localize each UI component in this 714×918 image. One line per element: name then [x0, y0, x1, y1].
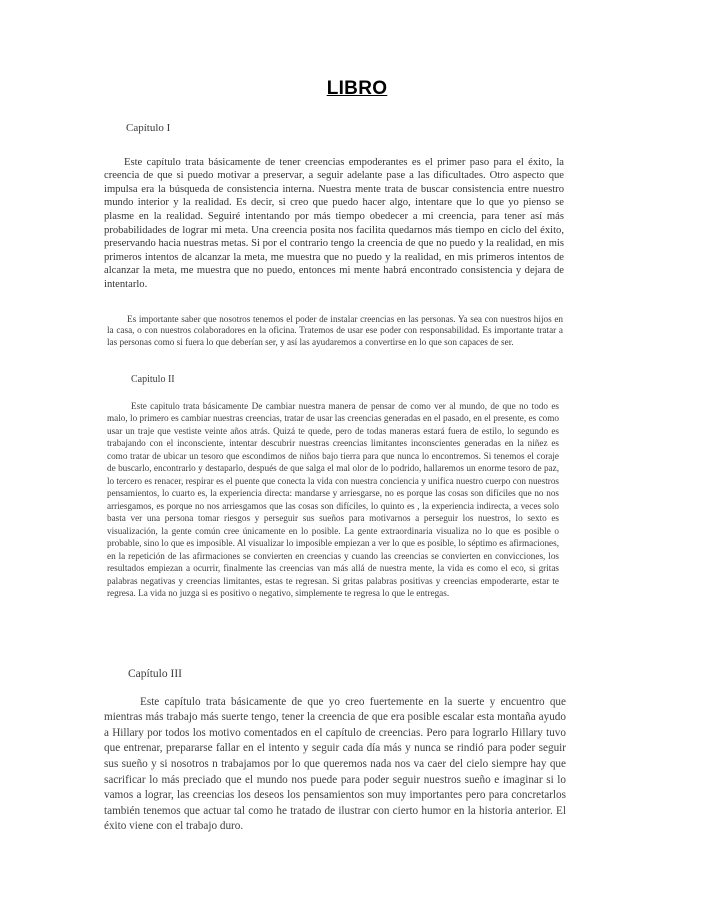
chapter-1-paragraph: Este capítulo trata básicamente de tener creencias empoderantes es el primer paso para el éxito, la creencia de que si puedo motivar a preservar, a seguir adelante pase a las dificultades. Otro aspecto que impulsa era la búsqueda de consistencia interna. Nuestra mente trata de buscar consistencia entre nuestro mundo interior y la realidad. Es decir, si creo que puedo hacer algo, intentare que lo que yo pienso se plasme en la realidad. Seguiré intentando por más tiempo obedecer a mi creencia, para tener así más probabilidades de lograr mi meta. Una creencia posita nos facilita quedarnos más tiempo en ciclo del éxito, preservando hacia nuestras metas. Si por el contrario tengo la creencia de que no puedo y la realidad, en mis primeros intentos de alcanzar la meta, me muestra que no puedo y la realidad, en mis primeros intentos de alcanzar la meta, me muestra que no puedo, entonces mi mente habrá encontrado consistencia y dejara de intentarlo.: [104, 156, 564, 290]
chapter-3-section: [104, 667, 566, 835]
note-section: [107, 314, 563, 348]
chapter-1-heading: Capítulo I: [126, 122, 171, 134]
document-title: LIBRO: [326, 78, 388, 99]
chapter-3-heading: Capítulo III: [128, 668, 182, 680]
chapter-3-paragraph: Este capítulo trata básicamente de que yo creo fuertemente en la suerte y encuentro que mientras más trabajo más suerte tengo, tener la creencia de que era posible escalar esta montaña ayudo a Hillary por todos los motivo comentados en el capítulo de creencias. Pero para lograrlo Hillary tuvo que entrenar, prepararse fallar en el intento y seguir cada día más y nunca se rindió para poder seguir sus sueño y si nosotros n trabajamos por lo que queremos nada nos va caer del cielo siempre hay que sacrificar lo más preciado que el mundo nos puede para poder seguir nuestros sueño e imaginar si lo vamos a lograr, las creencias los deseos los pensamientos son muy importantes pero para concretarlos también tenemos que actuar tal como he tratado de ilustrar con cierto humor en la historia anterior. El éxito viene con el trabajo duro.: [104, 695, 566, 833]
note-paragraph: Es importante saber que nosotros tenemos el poder de instalar creencias en las personas. Ya sea con nuestros hijos en la casa, o con nuestros colaboradores en la oficina. Tratemos de usar ese poder con responsabilidad. Es importante tratar a las personas como si fuera lo que deberían ser, y así las ayudaremos a convertirse en lo que son capaces de ser.: [107, 314, 563, 347]
chapter-2-section: [107, 374, 559, 600]
chapter-1-section: [104, 122, 564, 292]
chapter-2-heading: Capitulo II: [131, 374, 175, 385]
chapter-2-paragraph: Este capitulo trata básicamente De cambiar nuestra manera de pensar de como ver al mundo, de que no todo es malo, lo primero es cambiar nuestras creencias, tratar de usar las creencias generadas en el pasado, en el presente, es como usar un traje que vestiste veinte años atrás. Quizá te quede, pero de todas maneras estará fuera de estilo, lo segundo es trabajando con el inconsciente, intentar descubrir nuestras creencias limitantes inconscientes generadas en la niñez es como tratar de ubicar un tesoro que escondimos de niños bajo tierra para que nunca lo encontremos. Si tenemos el coraje de buscarlo, encontrarlo y destaparlo, después de que salga el mal olor de lo podrido, hallaremos un enorme tesoro de paz, lo tercero es renacer, respirar es el puente que conecta la vida con nuestra conciencia y unifica nuestro cuerpo con nuestros pensamientos, lo cuarto es, la experiencia directa: mandarse y arriesgarse, no es porque las cosas son difíciles que no nos arriesgamos, es porque no nos arriesgamos que las cosas son difíciles, lo quinto es , la experiencia indirecta, a veces solo basta ver una persona tomar riesgos y perseguir sus sueños para motivarnos a perseguir los nuestros, lo sexto es visualización, la gente común cree únicamente en lo posible. La gente extraordinaria visualiza no lo que es posible o probable, sino lo que es imposible. Al visualizar lo imposible empiezan a ver lo que es posible, lo séptimo es afirmaciones, en la repetición de las afirmaciones se convierten en creencias y cuando las creencias se convierten en convicciones, los resultados empiezan a ocurrir, finalmente las creencias van más allá de nuestra mente, la vida es como el eco, si gritas palabras negativas y creencias limitantes, estas te regresan. Si gritas palabras positivas y creencias empoderarte, estar te regresa. La vida no juzga si es positivo o negativo, simplemente te regresa lo que le entregas.: [107, 400, 559, 598]
